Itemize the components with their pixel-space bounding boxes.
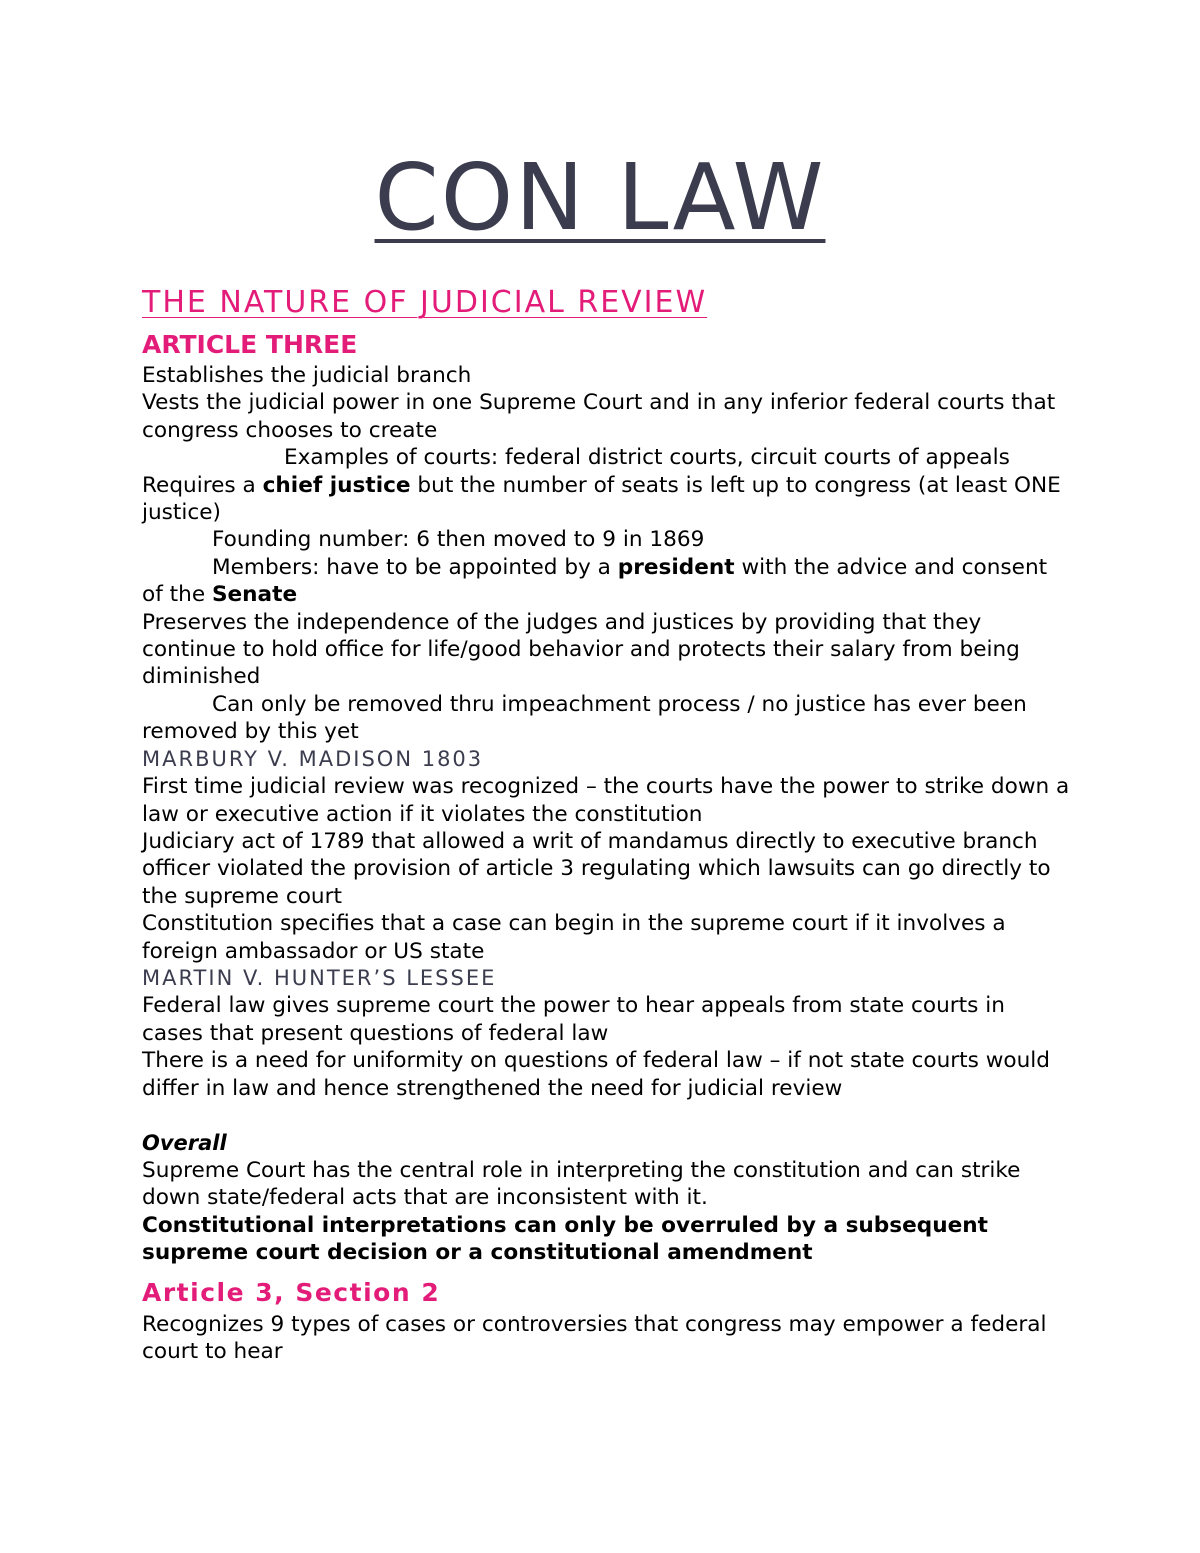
bold-text: chief justice	[262, 472, 411, 498]
text-run: Requires a	[142, 472, 263, 498]
paragraph-first-time: First time judicial review was recognized – the courts have the power to strike down a law or executive action if it violates the constitution	[142, 774, 1070, 827]
paragraph-nine-types: Recognizes 9 types of cases or controversies that congress may empower a federal court to hear	[142, 1311, 1047, 1364]
text-run: but the number of seats is left up to congress (at least ONE justice)	[142, 472, 1061, 526]
section-heading: THE NATURE OF JUDICIAL REVIEW	[142, 285, 708, 320]
paragraph-central-role: Supreme Court has the central role in interpreting the constitution and can strike down state/federal acts that are inconsistent with it.	[142, 1157, 1021, 1211]
text-run: with the advice and consent of the	[142, 554, 1048, 608]
text-run: Members: have to be appointed by a	[212, 554, 618, 580]
paragraph-requires	[142, 472, 1072, 527]
paragraph-removed: Can only be removed thru impeachment process / no justice has ever been removed by this yet	[142, 691, 1027, 745]
bold-text: Senate	[211, 582, 298, 608]
paragraph-federal-law: Federal law gives supreme court the power to hear appeals from state courts in cases that present questions of federal law	[142, 993, 1005, 1046]
paragraph-founding-number: Founding number: 6 then moved to 9 in 1869	[212, 527, 705, 553]
paragraph-judiciary-act: Judiciary act of 1789 that allowed a writ of mandamus directly to executive branch officer violated the provision of article 3 regulating which lawsuits can go directly to the supreme court	[142, 828, 1051, 909]
paragraph-members	[142, 554, 1072, 609]
paragraph-vests: Vests the judicial power in one Supreme Court and in any inferior federal courts that congress chooses to create	[142, 390, 1056, 443]
paragraph-constitution-specifies: Constitution specifies that a case can begin in the supreme court if it involves a foreign ambassador or US state	[142, 911, 1006, 964]
paragraph-overruled: Constitutional interpretations can only be overruled by a subsequent supreme court decision or a constitutional amendment	[142, 1212, 988, 1266]
case-heading-martin: MARTIN V. HUNTER’S LESSEE	[142, 965, 497, 990]
paragraph-examples: Examples of courts: federal district courts, circuit courts of appeals	[284, 445, 1010, 471]
document-title	[0, 144, 1200, 251]
title-text: CON LAW	[374, 144, 826, 251]
bold-text: president	[617, 554, 735, 580]
document-body	[142, 282, 1072, 1365]
article-3-section-2-heading: Article 3, Section 2	[142, 1277, 441, 1307]
paragraph-preserves: Preserves the independence of the judges and justices by providing that they continue to hold office for life/good behavior and protects their salary from being diminished	[142, 609, 1020, 690]
paragraph-uniformity: There is a need for uniformity on questions of federal law – if not state courts would differ in law and hence strengthened the need for judicial review	[142, 1048, 1051, 1101]
spacer	[142, 1102, 1072, 1129]
overall-heading: Overall	[142, 1130, 227, 1155]
case-heading-marbury: MARBURY V. MADISON 1803	[142, 746, 484, 771]
paragraph-establishes: Establishes the judicial branch	[142, 363, 472, 388]
article-three-heading: ARTICLE THREE	[142, 330, 358, 359]
